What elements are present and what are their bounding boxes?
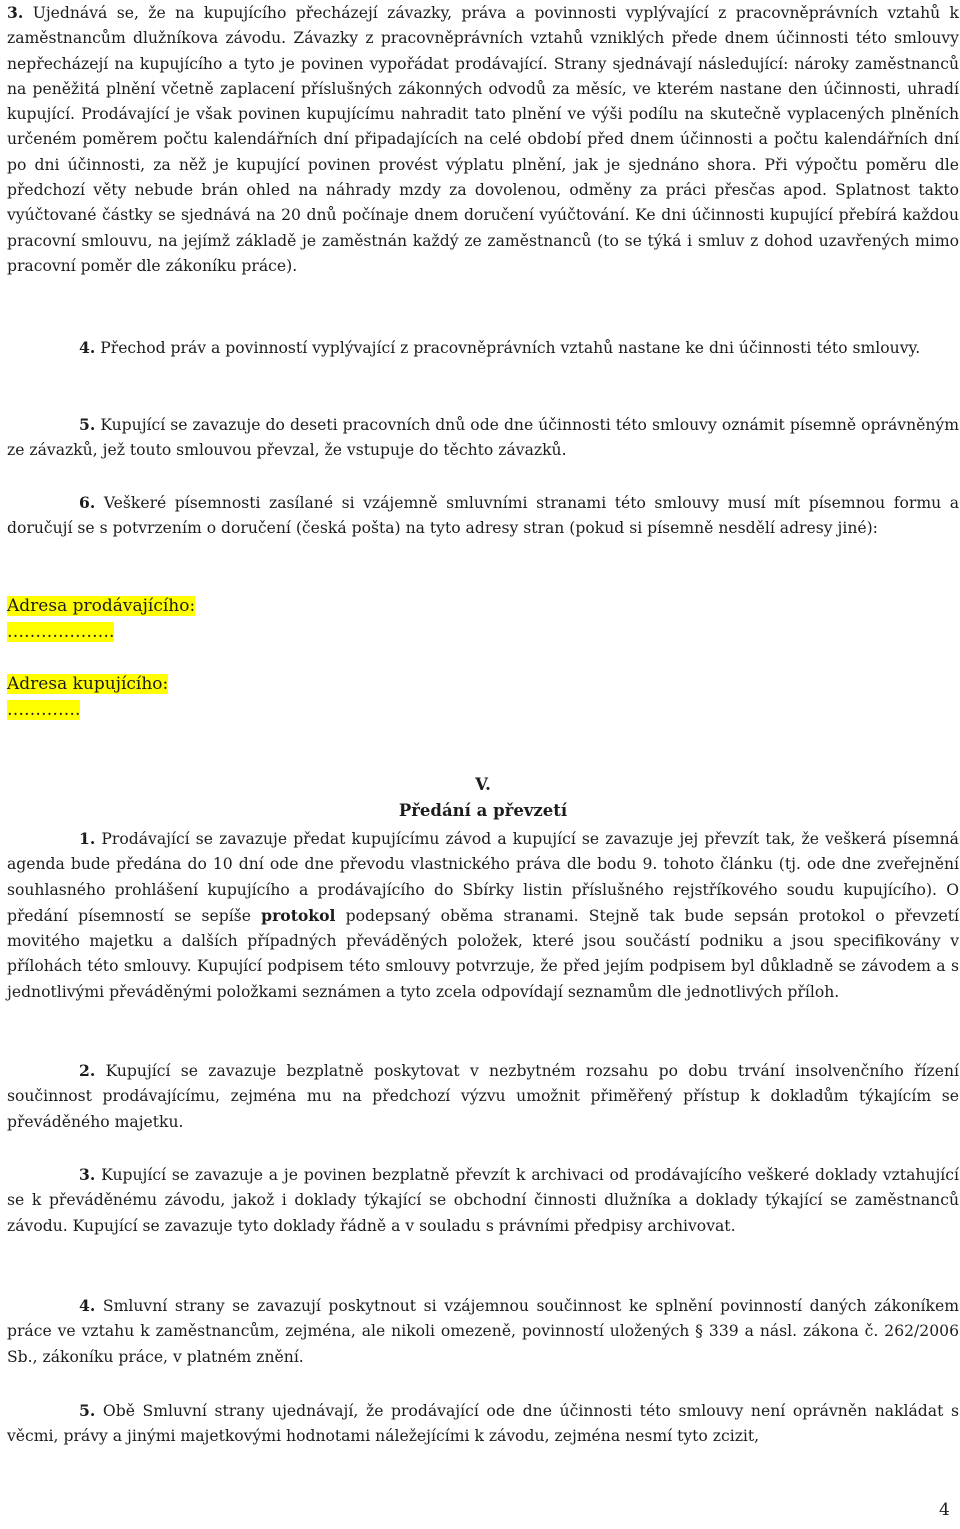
paragraph-iv-5 — [7, 412, 959, 464]
buyer-address-label-text: Adresa kupujícího: — [7, 674, 169, 694]
paragraph-v-2 — [7, 1058, 959, 1135]
paragraph-text: Obě Smluvní strany ujednávají, že prodávající ode dne účinnosti této smlouvy není oprávněn nakládat s věcmi, právy a jinými majetkovými hodnotami náležejícími k závodu, zejména nesmí tyto zcizit, — [7, 1402, 959, 1446]
buyer-address-value — [7, 698, 959, 723]
paragraph-number: 6. — [79, 493, 96, 512]
protocol-bold-term: protokol — [261, 905, 336, 925]
paragraph-iv-4 — [7, 335, 959, 361]
paragraph-number: 3. — [7, 3, 24, 22]
paragraph-text: Kupující se zavazuje a je povinen bezplatně převzít k archivaci od prodávajícího veškeré doklady vztahující se k převáděnému závodu, jakož i doklady týkající se obchodní činnosti dlužníka a doklady týkající se zaměstnanců závodu. Kupující se zavazuje tyto doklady řádně a v souladu s právními předpisy archivovat. — [7, 1166, 959, 1235]
paragraph-text: Smluvní strany se zavazují poskytnout si vzájemnou součinnost ke splnění povinností daných zákoníkem práce ve vztahu k zaměstnancům, zejména, ale nikoli omezeně, povinností uložených § 339 a násl. zákona č. 262/2006 Sb., zákoníku práce, v platném znění. — [7, 1297, 959, 1366]
paragraph-v-4 — [7, 1293, 959, 1370]
paragraph-iv-6 — [7, 490, 959, 542]
paragraph-text: Ujednává se, že na kupujícího přecházejí závazky, práva a povinnosti vyplývající z pracovněprávních vztahů k zaměstnancům dlužníkova závodu. Závazky z pracovněprávních vztahů vzniklých přede dnem účinnosti této smlouvy nepřecházejí na kupujícího a tyto je povinen vypořádat prodávající. Strany sjednávají následující: nároky zaměstnanců na peněžitá plnění včetně zaplacení příslušných zákonných odvodů za měsíc, ve kterém nastane den účinnosti, uhradí kupující. Prodávající je však povinen kupujícímu nahradit tato plnění ve výši podílu na skutečně vyplacených plněních určeném poměrem počtu kalendářních dní připadajících na celé období před dnem účinnosti a počtu kalendářních dní po dni účinnosti, za něž je kupující povinen provést výplatu plnění, jak je sjednáno shora. Při výpočtu poměru dle předchozí věty nebude brán ohled na náhrady mzdy za dovolenou, odměny za práci přesčas apod. Splatnost takto vyúčtované částky se sjednává na 20 dnů počínaje dnem doručení vyúčtování. Ke dni účinnosti kupující přebírá každou pracovní smlouvu, na jejímž základě je zaměstnán každý ze zaměstnanců (to se týká i smluv z dohod uzavřených mimo pracovní poměr dle zákoníku práce). — [7, 4, 959, 275]
paragraph-number: 5. — [79, 415, 96, 434]
paragraph-number: 4. — [79, 1296, 96, 1315]
section-title: Předání a převzetí — [398, 801, 568, 820]
seller-address-label-text: Adresa prodávajícího: — [7, 596, 196, 616]
paragraph-number: 2. — [79, 1061, 96, 1080]
paragraph-number: 3. — [79, 1165, 96, 1184]
buyer-address-value-text: …………. — [7, 700, 81, 720]
paragraph-text: Kupující se zavazuje do deseti pracovních dnů ode dne účinnosti této smlouvy oznámit písemně oprávněným ze závazků, jež touto smlouvou převzal, že vstupuje do těchto závazků. — [7, 416, 959, 460]
paragraph-text: Přechod práv a povinností vyplývající z pracovněprávních vztahů nastane ke dni účinnosti této smlouvy. — [100, 339, 921, 357]
paragraph-number: 5. — [79, 1401, 96, 1420]
paragraph-number: 1. — [79, 829, 96, 848]
section-numeral: V. — [475, 775, 491, 794]
seller-address-label — [7, 594, 959, 619]
paragraph-text: Prodávající se zavazuje předat kupujícímu závod a kupující se zavazuje jej převzít tak, že veškerá písemná agenda bude předána do 10 dní ode dne převodu vlastnického práva dle bodu 9. tohoto článku (tj. ode dne zveřejnění souhlasného prohlášení kupujícího a prodávajícího do Sbírky listin příslušného rejstříkového soudu kupujícího). O předání písemností se sepíše — [7, 830, 959, 925]
page-number: 4 — [939, 1500, 950, 1520]
paragraph-number: 4. — [79, 338, 96, 357]
paragraph-v-5 — [7, 1398, 959, 1450]
paragraph-text-cont: podepsaný oběma stranami. Stejně tak bude sepsán protokol o převzetí movitého majetku a dalších případných převáděných položek, které jsou součástí podniku a jsou specifikovány v přílohách této smlouvy. Kupující podpisem této smlouvy potvrzuje, že před jejím podpisem byl důkladně se závodem a s jednotlivými převáděnými položkami seznámen a tyto zcela odpovídají seznamům dle jednotlivých příloh. — [7, 906, 960, 1001]
paragraph-v-3 — [7, 1162, 959, 1239]
paragraph-iv-3 — [7, 0, 959, 279]
paragraph-text: Veškeré písemnosti zasílané si vzájemně smluvními stranami této smlouvy musí mít písemnou formu a doručují se s potvrzením o doručení (česká pošta) na tyto adresy stran (pokud si písemně nesdělí adresy jiné): — [7, 494, 959, 538]
seller-address-value — [7, 620, 959, 645]
paragraph-v-1 — [7, 826, 959, 1005]
seller-address-value-text: ………………. — [7, 622, 115, 642]
paragraph-text: Kupující se zavazuje bezplatně poskytovat v nezbytném rozsahu po dobu trvání insolvenčního řízení součinnost prodávajícímu, zejména mu na předchozí výzvu umožnit přiměřený přístup k dokladům týkajícím se převáděného majetku. — [7, 1062, 959, 1131]
buyer-address-label — [7, 672, 959, 697]
